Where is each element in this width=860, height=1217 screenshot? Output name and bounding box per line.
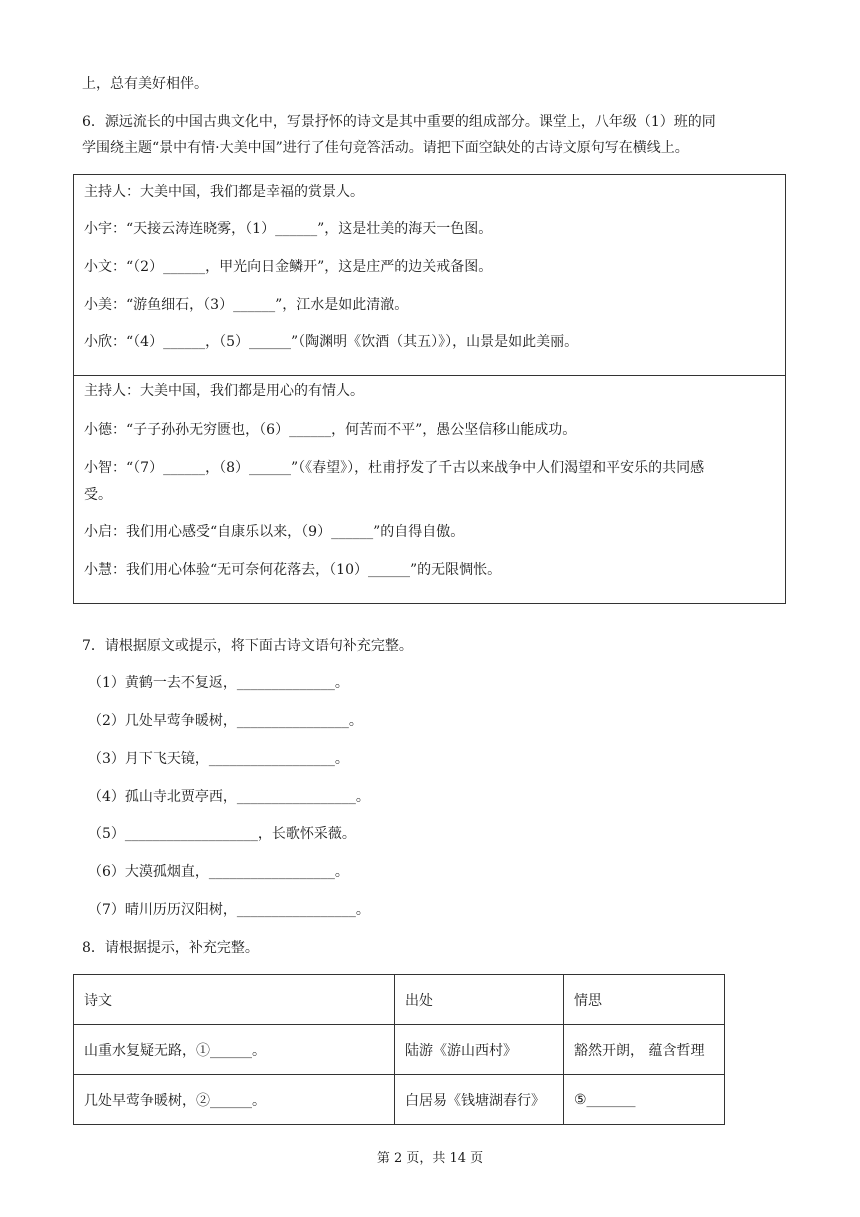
q7-item: （4）孤山寺北贾亭西，_________________。 bbox=[88, 789, 370, 805]
table-header-row bbox=[74, 975, 725, 1025]
box-line: 小慧：我们用心体验“无可奈何花落去，（10）______”的无限惆怅。 bbox=[84, 562, 502, 578]
box-line: 受。 bbox=[84, 487, 112, 503]
continuation-line: 上，总有美好相伴。 bbox=[82, 76, 208, 92]
q6-prompt-line-1: 6．源远流长的中国古典文化中，写景抒怀的诗文是其中重要的组成部分。课堂上，八年级（1）班的同 bbox=[82, 114, 716, 130]
table-cell: 白居易《钱塘湖春行》 bbox=[395, 1075, 564, 1125]
table-cell: 豁然开朗， 蕴含哲理 bbox=[564, 1025, 725, 1075]
box-line: 小美：“游鱼细石，（3）______”，江水是如此清澈。 bbox=[84, 297, 409, 313]
box-line: 主持人：大美中国，我们都是用心的有情人。 bbox=[84, 383, 364, 399]
page-footer: 第 2 页，共 14 页 bbox=[376, 1151, 484, 1166]
table-row bbox=[74, 1075, 725, 1125]
box-line: 小智：“（7）______，（8）______”（《春望》），杜甫抒发了千古以来战争中人们渴望和平安乐的共同感 bbox=[84, 460, 705, 476]
table-cell: ⑤_______ bbox=[564, 1075, 725, 1125]
box-line: 小启：我们用心感受“自康乐以来，（9）______”的自得自傲。 bbox=[84, 524, 465, 540]
q8-table bbox=[73, 974, 725, 1125]
table-header-cell: 出处 bbox=[395, 975, 564, 1025]
q7-item: （1）黄鹤一去不复返，______________。 bbox=[88, 675, 349, 691]
box-line: 小文：“（2）______，甲光向日金鳞开”，这是庄严的边关戒备图。 bbox=[84, 259, 493, 275]
table-header-cell: 诗文 bbox=[74, 975, 395, 1025]
box-line: 主持人：大美中国，我们都是幸福的赏景人。 bbox=[84, 184, 364, 200]
q6-box-section-1 bbox=[73, 174, 786, 376]
q7-item: （3）月下飞天镜，__________________。 bbox=[88, 751, 349, 767]
box-line: 小欣：“（4）______，（5）______”（陶渊明《饮酒（其五）》），山景是如此美丽。 bbox=[84, 334, 579, 350]
q7-item: （7）晴川历历汉阳树，_________________。 bbox=[88, 902, 370, 918]
table-cell: 几处早莺争暖树，②______。 bbox=[74, 1075, 395, 1125]
q7-item: （2）几处早莺争暖树，________________。 bbox=[88, 713, 363, 729]
q6-box-section-2 bbox=[73, 375, 786, 604]
table-header-cell: 情思 bbox=[564, 975, 725, 1025]
table-row bbox=[74, 1025, 725, 1075]
box-line: 小宇：“天接云涛连晓雾，（1）______”，这是壮美的海天一色图。 bbox=[84, 221, 493, 237]
box-line: 小德：“子子孙孙无穷匮也，（6）______，何苦而不平”，愚公坚信移山能成功。 bbox=[84, 422, 577, 438]
table-cell: 陆游《游山西村》 bbox=[395, 1025, 564, 1075]
q8-title: 8．请根据提示，补充完整。 bbox=[82, 940, 259, 956]
table-cell: 山重水复疑无路，①______。 bbox=[74, 1025, 395, 1075]
q7-item: （6）大漠孤烟直，__________________。 bbox=[88, 864, 349, 880]
q7-item: （5）___________________，长歌怀采薇。 bbox=[88, 826, 356, 842]
q7-title: 7．请根据原文或提示，将下面古诗文语句补充完整。 bbox=[82, 638, 413, 654]
q6-prompt-line-2: 学围绕主题“景中有情·大美中国”进行了佳句竞答活动。请把下面空缺处的古诗文原句写在横线上。 bbox=[82, 140, 689, 156]
